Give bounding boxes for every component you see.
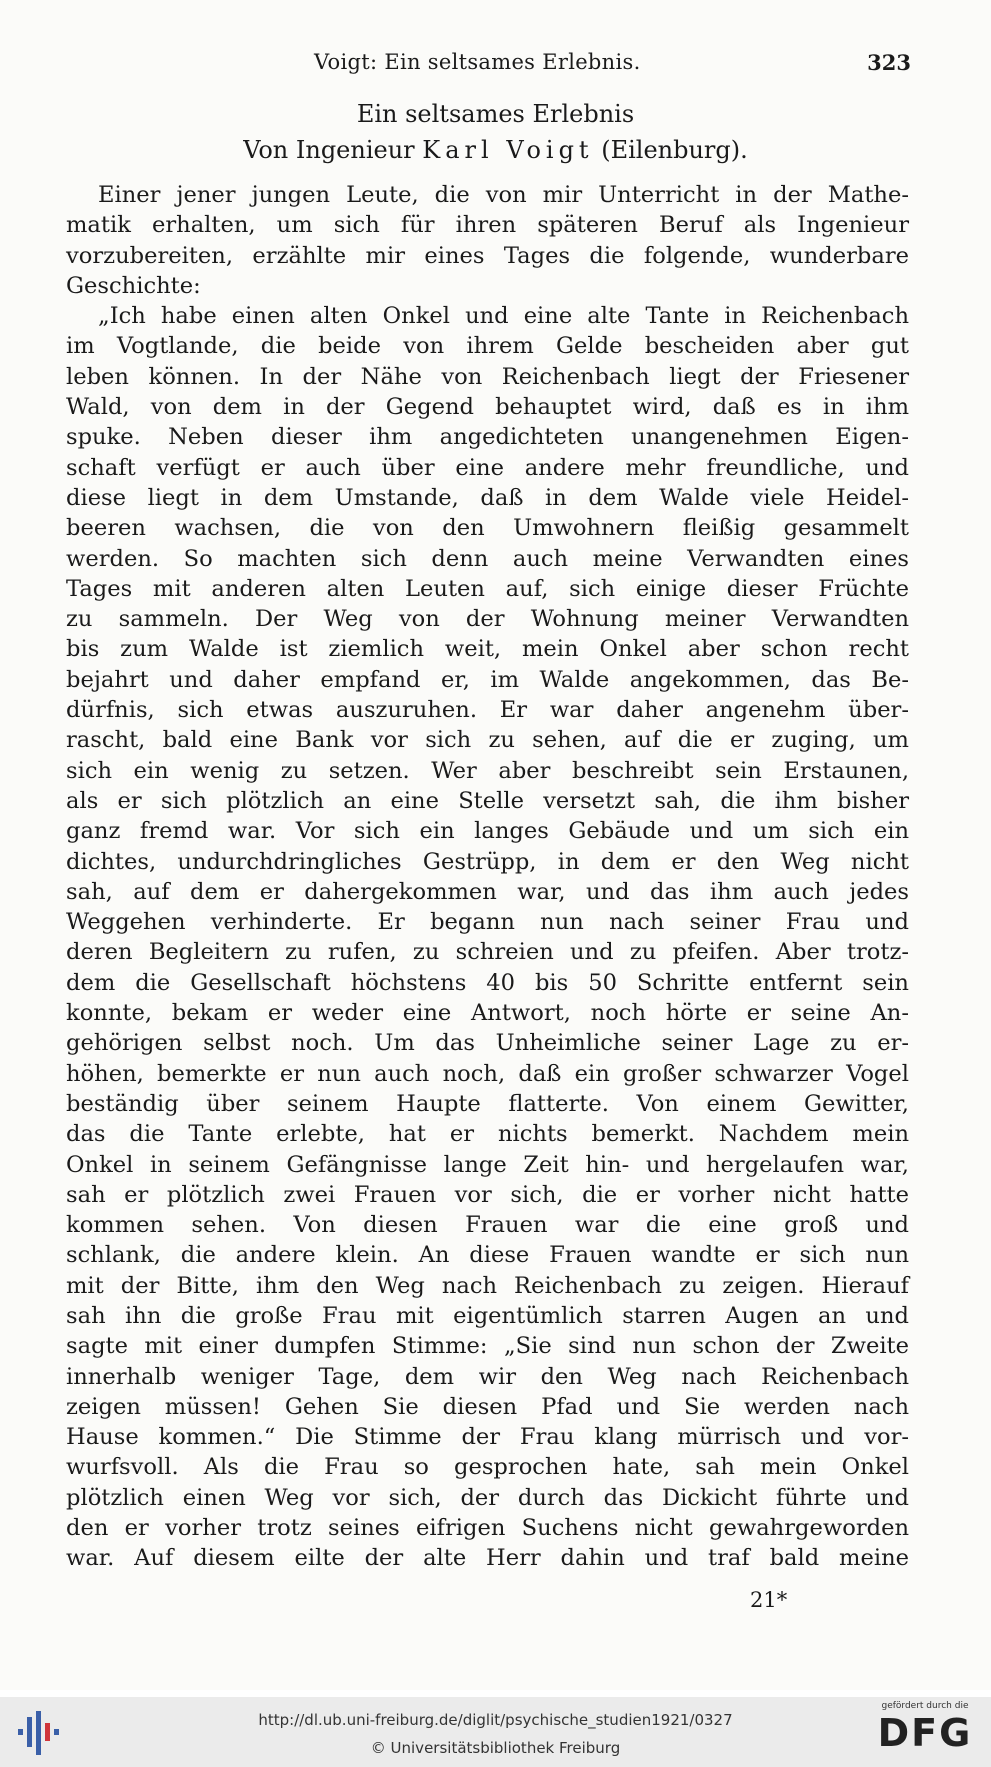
running-head (66, 50, 911, 84)
text-line: wurfsvoll. Als die Frau so gesprochen hate, sah mein Onkel (66, 1454, 909, 1481)
text-line: sagte mit einer dumpfen Stimme: „Sie sind nun schon der Zweite (66, 1333, 909, 1360)
text-line: Einer jener jungen Leute, die von mir Unterricht in der Mathe- (98, 182, 909, 208)
text-line: diese liegt in dem Umstande, daß in dem Walde viele Heidel- (66, 484, 909, 511)
text-line: rascht, bald eine Bank vor sich zu sehen, auf die er zuging, um (66, 727, 909, 754)
text-line: sah, auf dem er dahergekommen war, und das ihm auch jedes (66, 878, 909, 905)
text-line: beeren wachsen, die von den Umwohnern fleißig gesammelt (66, 515, 909, 542)
text-line: gehörigen selbst noch. Um das Unheimliche seiner Lage zu er- (66, 1030, 909, 1057)
funding-block (871, 1701, 979, 1763)
text-line: dichtes, undurchdringliches Gestrüpp, in dem er den Weg nicht (66, 848, 909, 875)
byline-suffix: (Eilenburg). (601, 136, 748, 164)
signature-mark: 21* (750, 1588, 788, 1612)
article-title: Ein seltsames Erlebnis (356, 100, 635, 128)
text-line: ganz fremd war. Vor sich ein langes Gebäude und um sich ein (66, 818, 909, 845)
text-line: schlank, die andere klein. An diese Frauen wandte er sich nun (66, 1242, 909, 1269)
article-body (66, 180, 909, 1574)
text-line: Weggehen verhinderte. Er begann nun nach seiner Frau und (66, 909, 909, 936)
author-name: Karl Voigt (422, 136, 594, 164)
running-title: Voigt: Ein seltsames Erlebnis. (314, 50, 641, 74)
text-line: Onkel in seinem Gefängnisse lange Zeit hin- und hergelaufen war, (66, 1151, 909, 1178)
text-line: als er sich plötzlich an eine Stelle versetzt sah, die ihm bisher (66, 787, 909, 814)
text-line: Tages mit anderen alten Leuten auf, sich einige dieser Früchte (66, 575, 909, 602)
copyright-notice: © Universitätsbibliothek Freiburg (370, 1739, 621, 1757)
text-line: dürfnis, sich etwas auszuruhen. Er war daher angenehm über- (66, 697, 909, 724)
text-line: sah er plötzlich zwei Frauen vor sich, die er vorher nicht hatte (66, 1181, 909, 1208)
text-line: deren Begleitern zu rufen, zu schreien und zu pfeifen. Aber trotz- (66, 939, 909, 966)
dfg-logo: DFG (877, 1711, 973, 1755)
text-line: Wald, von dem in der Gegend behauptet wird, daß es in ihm (66, 394, 909, 421)
viewer-footer (0, 1697, 991, 1767)
text-line: plötzlich einen Weg vor sich, der durch das Dickicht führte und (66, 1484, 909, 1511)
text-line: schaft verfügt er auch über eine andere mehr freundliche, und (66, 454, 909, 481)
text-line: kommen sehen. Von diesen Frauen war die eine groß und (66, 1212, 909, 1239)
byline-prefix: Von Ingenieur (243, 136, 415, 164)
text-line: „Ich habe einen alten Onkel und eine alte Tante in Reichenbach (98, 303, 909, 330)
text-line: beständig über seinem Haupte flatterte. Von einem Gewitter, (66, 1090, 909, 1117)
text-line: Hause kommen.“ Die Stimme der Frau klang mürrisch und vor- (66, 1424, 909, 1451)
source-url[interactable]: http://dl.ub.uni-freiburg.de/diglit/psychische_studien1921/0327 (258, 1711, 733, 1729)
text-line: war. Auf diesem eilte der alte Herr dahin und traf bald meine (66, 1545, 909, 1572)
text-line: sich ein wenig zu setzen. Wer aber beschreibt sein Erstaunen, (66, 757, 909, 784)
funding-label: gefördert durch die (881, 1701, 969, 1711)
text-line: werden. So machten sich denn auch meine Verwandten eines (66, 545, 909, 572)
text-line: bis zum Walde ist ziemlich weit, mein Onkel aber schon recht (66, 636, 909, 663)
text-line: den er vorher trotz seines eifrigen Suchens nicht gewahrgeworden (66, 1515, 909, 1542)
text-line: mit der Bitte, ihm den Weg nach Reichenbach zu zeigen. Hierauf (66, 1272, 909, 1299)
text-line: zeigen müssen! Gehen Sie diesen Pfad und Sie werden nach (66, 1393, 909, 1420)
text-line: Geschichte: (66, 272, 201, 299)
text-line: leben können. In der Nähe von Reichenbach liegt der Friesener (66, 363, 909, 390)
text-line: im Vogtlande, die beide von ihrem Gelde bescheiden aber gut (66, 333, 909, 360)
text-line: höhen, bemerkte er nun auch noch, daß ein großer schwarzer Vogel (66, 1060, 909, 1087)
article-byline (0, 136, 991, 164)
text-line: innerhalb weniger Tage, dem wir den Weg nach Reichenbach (66, 1363, 909, 1390)
text-line: bejahrt und daher empfand er, im Walde angekommen, das Be- (66, 666, 909, 693)
text-line: zu sammeln. Der Weg von der Wohnung meiner Verwandten (66, 606, 909, 633)
text-line: das die Tante erlebte, hat er nichts bemerkt. Nachdem mein (66, 1121, 909, 1148)
text-line: spuke. Neben dieser ihm angedichteten unangenehmen Eigen- (66, 424, 909, 451)
page-number: 323 (867, 50, 911, 75)
text-line: vorzubereiten, erzählte mir eines Tages die folgende, wunderbare (66, 242, 909, 269)
text-line: dem die Gesellschaft höchstens 40 bis 50 Schritte entfernt sein (66, 969, 909, 996)
text-line: matik erhalten, um sich für ihren späteren Beruf als Ingenieur (66, 212, 909, 239)
text-line: konnte, bekam er weder eine Antwort, noch hörte er seine An- (66, 1000, 909, 1027)
text-line: sah ihn die große Frau mit eigentümlich starren Augen an und (66, 1302, 909, 1329)
